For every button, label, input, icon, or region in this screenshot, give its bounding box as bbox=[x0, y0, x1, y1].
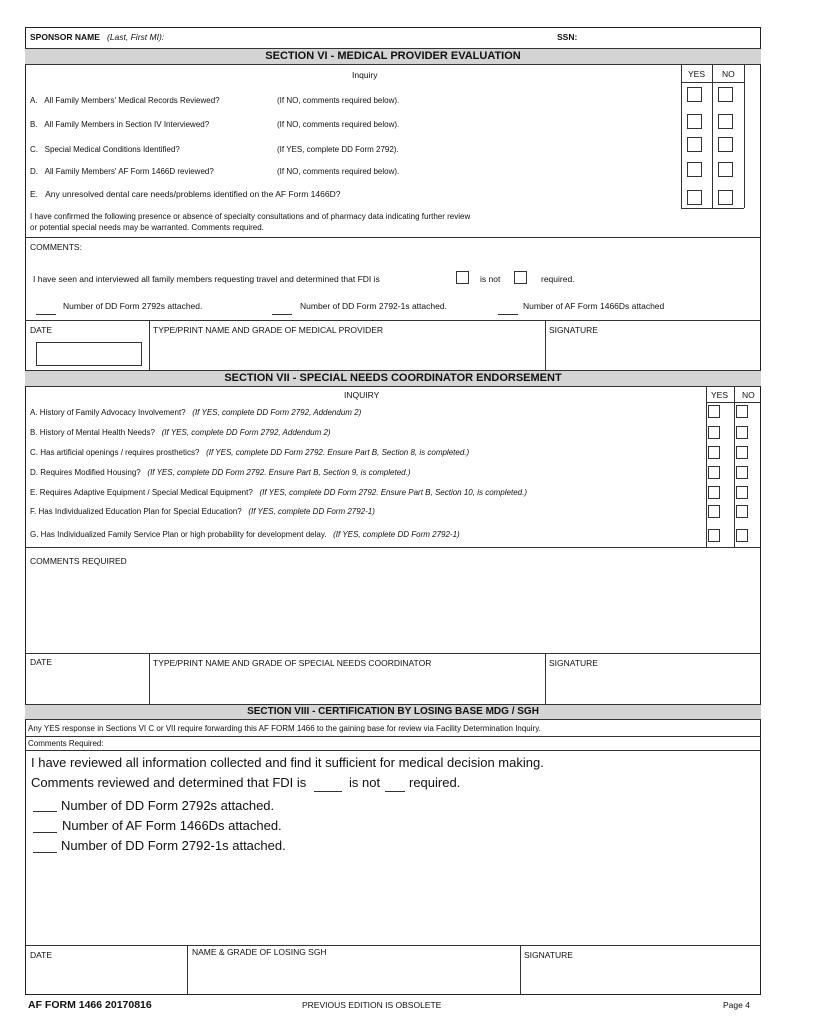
section-7-coordinator-name-label: TYPE/PRINT NAME AND GRADE OF SPECIAL NEEDS COORDINATOR bbox=[153, 658, 432, 668]
section-7-f-no-checkbox[interactable] bbox=[736, 505, 748, 518]
section-8-fdi-statement: Comments reviewed and determined that FDI is bbox=[31, 775, 307, 790]
section-6-c-no-checkbox[interactable] bbox=[718, 137, 733, 152]
section-7-item-f: F. Has Individualized Education Plan for Special Education? (If YES, complete DD Form 2792-1) bbox=[30, 507, 375, 516]
section-6-2792-1-count-label: Number of DD Form 2792-1s attached. bbox=[300, 301, 447, 311]
section-7-e-no-checkbox[interactable] bbox=[736, 486, 748, 499]
section-8-review-statement: I have reviewed all information collected and find it sufficient for medical decision making. bbox=[31, 755, 544, 770]
section-6-fdi-is-checkbox[interactable] bbox=[456, 271, 469, 284]
section-8-1466d-count-label: Number of AF Form 1466Ds attached. bbox=[62, 818, 282, 833]
section-7-c-yes-checkbox[interactable] bbox=[708, 446, 720, 459]
section-6-signature-label: SIGNATURE bbox=[549, 325, 598, 335]
section-6-item-b-note: (If NO, comments required below). bbox=[277, 120, 400, 129]
section-8-note: Any YES response in Sections VI C or VII require forwarding this AF FORM 1466 to the gaining base for review via Facility Determination Inquiry. bbox=[28, 724, 541, 733]
form-id: AF FORM 1466 20170816 bbox=[28, 999, 152, 1011]
section-7-d-yes-checkbox[interactable] bbox=[708, 466, 720, 479]
section-8-date-label: DATE bbox=[30, 950, 53, 960]
section-7-yes-label: YES bbox=[711, 390, 729, 400]
section-8-comments-label: Comments Required: bbox=[28, 739, 104, 748]
section-6-comments-label: COMMENTS: bbox=[30, 242, 82, 252]
section-6-title: SECTION VI - MEDICAL PROVIDER EVALUATION bbox=[25, 48, 761, 65]
section-6-fdi-required-label: required. bbox=[541, 274, 575, 284]
section-6-confirm-text: I have confirmed the following presence or absence of specialty consultations and of pharmacy data indicating further review or potential special needs may be warranted. Comments required. bbox=[30, 212, 471, 232]
section-6-c-yes-checkbox[interactable] bbox=[687, 137, 702, 152]
section-6-2792-count-label: Number of DD Form 2792s attached. bbox=[63, 301, 203, 311]
section-6-1466d-count-label: Number of AF Form 1466Ds attached bbox=[523, 301, 665, 311]
section-6-d-no-checkbox[interactable] bbox=[718, 162, 733, 177]
section-7-c-no-checkbox[interactable] bbox=[736, 446, 748, 459]
section-7-a-no-checkbox[interactable] bbox=[736, 405, 748, 418]
section-7-g-yes-checkbox[interactable] bbox=[708, 529, 720, 542]
section-6-no-label: NO bbox=[722, 69, 735, 79]
section-7-signature-label: SIGNATURE bbox=[549, 658, 598, 668]
sponsor-name-label: SPONSOR NAME (Last, First MI): bbox=[30, 32, 165, 42]
section-6-inquiry-label: Inquiry bbox=[352, 70, 378, 80]
section-6-date-label: DATE bbox=[30, 325, 53, 335]
section-6-item-e: E. Any unresolved dental care needs/problems identified on the AF Form 1466D? bbox=[30, 189, 341, 199]
section-6-a-yes-checkbox[interactable] bbox=[687, 87, 702, 102]
section-8-fdi-is-blank[interactable] bbox=[314, 791, 342, 792]
section-6-item-d-note: (If NO, comments required below). bbox=[277, 167, 400, 176]
section-8-2792-1-count-label: Number of DD Form 2792-1s attached. bbox=[61, 838, 286, 853]
section-6-item-d: D. All Family Members' AF Form 1466D reviewed? bbox=[30, 167, 214, 176]
page-number: Page 4 bbox=[723, 1000, 750, 1010]
section-7-b-yes-checkbox[interactable] bbox=[708, 426, 720, 439]
section-7-comments-field[interactable] bbox=[26, 568, 760, 652]
section-8-2792-count-label: Number of DD Form 2792s attached. bbox=[61, 798, 275, 813]
sponsor-name-hint: (Last, First MI): bbox=[107, 32, 165, 42]
section-6-a-no-checkbox[interactable] bbox=[718, 87, 733, 102]
section-8-signature-label: SIGNATURE bbox=[524, 950, 573, 960]
section-7-inquiry-label: INQUIRY bbox=[344, 390, 380, 400]
section-7-a-yes-checkbox[interactable] bbox=[708, 405, 720, 418]
section-8-2792-1-count-blank[interactable] bbox=[33, 852, 57, 853]
section-6-d-yes-checkbox[interactable] bbox=[687, 162, 702, 177]
edition-notice: PREVIOUS EDITION IS OBSOLETE bbox=[302, 1000, 442, 1010]
section-7-date-label: DATE bbox=[30, 657, 53, 667]
section-7-f-yes-checkbox[interactable] bbox=[708, 505, 720, 518]
section-6-item-c: C. Special Medical Conditions Identified? bbox=[30, 145, 180, 154]
section-6-2792-count-blank[interactable] bbox=[36, 314, 56, 315]
section-6-fdi-statement: I have seen and interviewed all family members requesting travel and determined that FDI is bbox=[33, 274, 380, 284]
ssn-label: SSN: bbox=[557, 32, 578, 42]
section-6-fdi-isnot-label: is not bbox=[480, 274, 501, 284]
section-7-item-a: A. History of Family Advocacy Involvement? (If YES, complete DD Form 2792, Addendum 2) bbox=[30, 408, 362, 417]
section-6-b-yes-checkbox[interactable] bbox=[687, 114, 702, 129]
section-6-2792-1-count-blank[interactable] bbox=[272, 314, 292, 315]
section-6-e-no-checkbox[interactable] bbox=[718, 190, 733, 205]
section-8-fdi-isnot-label: is not bbox=[349, 775, 381, 790]
section-8-sgh-name-label: NAME & GRADE OF LOSING SGH bbox=[192, 947, 327, 957]
section-7-e-yes-checkbox[interactable] bbox=[708, 486, 720, 499]
section-7-title: SECTION VII - SPECIAL NEEDS COORDINATOR ENDORSEMENT bbox=[25, 370, 761, 387]
section-6-fdi-isnot-checkbox[interactable] bbox=[514, 271, 527, 284]
section-6-1466d-count-blank[interactable] bbox=[498, 314, 518, 315]
section-7-item-d: D. Requires Modified Housing? (If YES, complete DD Form 2792. Ensure Part B, Section 9, is completed.) bbox=[30, 468, 411, 477]
section-6-item-c-note: (If YES, complete DD Form 2792). bbox=[277, 145, 399, 154]
section-8-fdi-isnot-blank[interactable] bbox=[385, 791, 405, 792]
section-7-g-no-checkbox[interactable] bbox=[736, 529, 748, 542]
section-8-fdi-required-label: required. bbox=[409, 775, 461, 790]
section-6-e-yes-checkbox[interactable] bbox=[687, 190, 702, 205]
section-6-item-a-note: (If NO, comments required below). bbox=[277, 96, 400, 105]
section-6-b-no-checkbox[interactable] bbox=[718, 114, 733, 129]
section-7-item-e: E. Requires Adaptive Equipment / Special Medical Equipment? (If YES, complete DD Form 2792. Ensure Part B, Section 10, is completed.) bbox=[30, 488, 527, 497]
section-7-comments-label: COMMENTS REQUIRED bbox=[30, 556, 127, 566]
section-7-b-no-checkbox[interactable] bbox=[736, 426, 748, 439]
section-6-item-a: A. All Family Members' Medical Records Reviewed? bbox=[30, 96, 220, 105]
section-7-item-b: B. History of Mental Health Needs? (If YES, complete DD Form 2792, Addendum 2) bbox=[30, 428, 331, 437]
section-7-item-g: G. Has Individualized Family Service Plan or high probability for development delay. (If YES, complete DD Form 2792-1) bbox=[30, 530, 460, 539]
section-8-title: SECTION VIII - CERTIFICATION BY LOSING BASE MDG / SGH bbox=[25, 704, 761, 720]
section-7-item-c: C. Has artificial openings / requires prosthetics? (If YES, complete DD Form 2792. Ensure Part B, Section 8, is completed.) bbox=[30, 448, 470, 457]
section-8-1466d-count-blank[interactable] bbox=[33, 832, 57, 833]
section-8-2792-count-blank[interactable] bbox=[33, 811, 57, 812]
section-6-yes-label: YES bbox=[688, 69, 706, 79]
section-6-item-b: B. All Family Members in Section IV Interviewed? bbox=[30, 120, 210, 129]
section-7-d-no-checkbox[interactable] bbox=[736, 466, 748, 479]
section-6-date-field[interactable] bbox=[36, 342, 142, 366]
section-6-provider-name-label: TYPE/PRINT NAME AND GRADE OF MEDICAL PROVIDER bbox=[153, 325, 384, 335]
section-7-no-label: NO bbox=[742, 390, 755, 400]
